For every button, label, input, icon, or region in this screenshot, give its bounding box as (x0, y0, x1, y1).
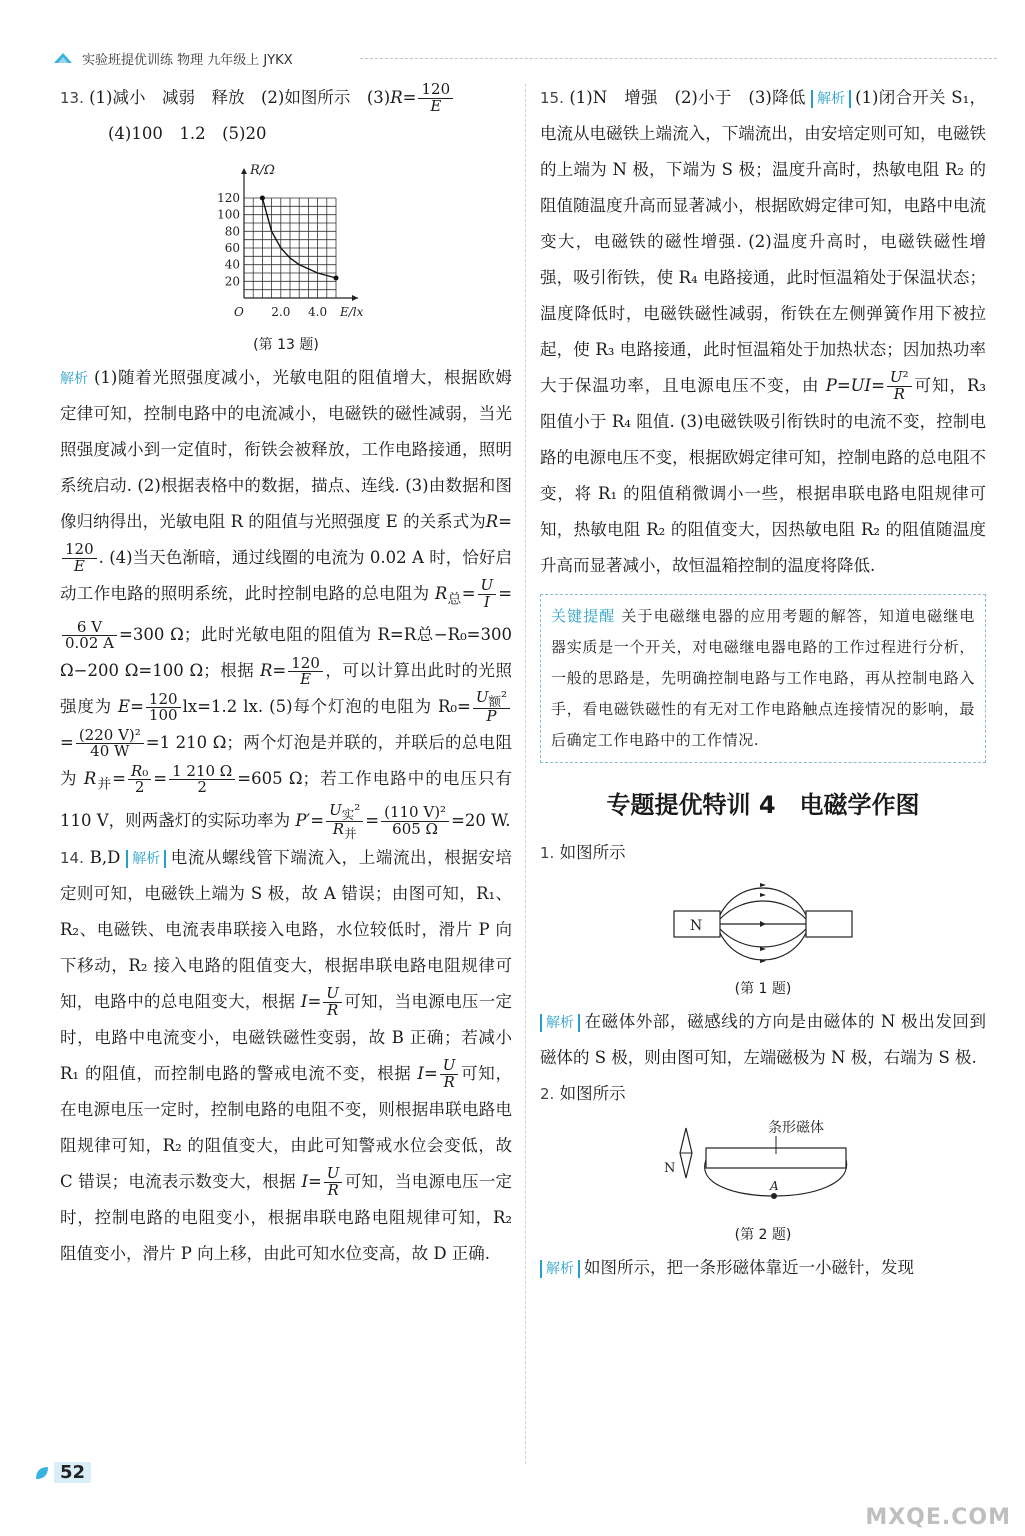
s2-question (540, 1076, 986, 1112)
q15-analysis-tag: 解析 (811, 90, 851, 108)
s2-figure (540, 1118, 986, 1222)
page-number-badge (34, 1462, 91, 1483)
q13-p6-den: 40 W (90, 742, 130, 761)
q14-p3: 可知，在电源电压一定时，控制电路的电阻不变，则根据串联电路电阻规律可知，R₂ 的阻值变大，由此可知警戒水位会变低，故 C 错误；电流表示数变大，根据 (60, 1063, 512, 1191)
q14-block: 14. B,D 解析 电流从螺线管下端流入，上端流出，根据安培定则可知，电磁铁上端为 S 极，故 A 错误；由图可知，R₁、R₂、电磁铁、电流表串联接入电路，水位较低时，滑片 P 向下移动，R₂ 接入电路的阻值变大，根据串联电路电阻规律可知，电路中的总电阻变大，根据 I= $\frac{U}{R}$ 可知，当电源电压一定时，电路中电流变小，电磁铁磁性变弱，故 B 正确；若减小 R₁ 的阻值，而控制电路的警戒电流不变，根据 I= $\frac{U}{R}$ 可知，在电源电压一定时，控制电路的电阻不变，则根据串联电路电阻规律可知，R₂ 的阻值变大，由此可知警戒水位会变低，故 C 错误；电流表示数变大，根据 I= $\frac{U}{R}$ 可知，当电源电压一定时，控制电路的电阻变小，根据串联电路电阻规律可知，R₂ 阻值变小，滑片 P 向上移，由此可知水位变高，故 D 正确. (60, 847, 513, 1263)
origin-label: O (234, 305, 244, 319)
q13-formula-num: 120 (418, 82, 453, 99)
q14-answer: B,D (89, 847, 121, 867)
s2-number: 2. (540, 1085, 555, 1103)
s2-answer: 如图所示 (559, 1084, 626, 1103)
x-tick-label: 4.0 (308, 305, 328, 319)
s1-explanation (540, 1004, 986, 1076)
q13-p8-num: (110 V)² (381, 805, 449, 822)
right-column (540, 80, 986, 1286)
x-axis-arrow (352, 295, 358, 301)
s2-magnet-label: 条形磁体 (768, 1120, 824, 1136)
q13-answer-2: (4)100 1.2 (5)20 (108, 124, 267, 143)
y-tick-label: 40 (224, 257, 240, 272)
q13-p8-den: 605 Ω (392, 819, 438, 838)
left-column (60, 80, 512, 1272)
s1-caption: (第 1 题) (734, 981, 792, 997)
s1-magnet-label: N (690, 918, 703, 934)
q13-answer-1: (1)减小 减弱 释放 (2)如图所示 (3) (89, 88, 391, 107)
s2-point-label: A (770, 1179, 779, 1193)
q13-p5-frac-num: 120 (146, 692, 181, 709)
x-tick-label: 2.0 (271, 305, 291, 319)
q14-analysis-tag: 解析 (126, 850, 166, 868)
s2-caption: (第 2 题) (734, 1227, 792, 1243)
x-axis-label: E/lx (340, 305, 364, 319)
q14-p1: 电流从螺线管下端流入，上端流出，根据安培定则可知，电磁铁上端为 S 极，故 A 错误；由图可知，R₁、R₂、电磁铁、电流表串联接入电路，水位较低时，滑片 P 向下移动，R₂ 接入电路的阻值变大，根据串联电路电阻规律可知，电路中的总电阻变大，根据 (60, 847, 513, 1011)
q13-p3-tail: =300 Ω；此时光敏电阻的阻值为 R=R总−R₀=300 Ω−200 Ω=100 Ω；根据 (60, 625, 512, 681)
y-axis-label: R/Ω (250, 163, 275, 178)
data-point-end (334, 276, 339, 281)
q14-p2: 可知，当电源电压一定时，电路中电流变小，电磁铁磁性变弱，故 B 正确；若减小 R₁ 的阻值，而控制电路的警戒电流不变，根据 (60, 991, 513, 1083)
book-logo-icon (52, 49, 74, 67)
page-header (52, 46, 293, 70)
s1-figure (540, 877, 986, 976)
s1-question (540, 835, 986, 871)
y-tick-label: 60 (224, 241, 240, 255)
s1-text: 在磁体外部，磁感线的方向是由磁体的 N 极出发回到磁体的 S 极，则由图可知，左端磁极为 N 极，右端为 S 极. (540, 1012, 986, 1067)
q13-formula (418, 82, 453, 115)
q13-p7-num: 1 210 Ω (169, 764, 235, 781)
leaf-icon (34, 1465, 50, 1481)
s2-bar-magnet-diagram (648, 1118, 878, 1218)
s1-number: 1. (540, 844, 555, 862)
q13-explanation: 解析 (1)随着光照强度减小，光敏电阻的阻值增大，根据欧姆定律可知，控制电路中的电流减小，电磁铁的磁性减弱，当光照强度减小到一定值时，衔铁会被释放，工作电路接通，照明系统启动. (2)根据表格中的数据，描点、连线. (3)由数据和图像归纳得出，光敏电阻 R 的阻值与光照强度 E 的关系式为R= $\frac{120}{E}$ . (4)当天色渐暗，通过线圈的电流为 0.02 A 时，恰好启动工作电路的照明系统，此时控制电路的总电阻为 $R_总=$ $\frac{U}{I}$ = $\frac{6 V}{0.02 A}$ =300 Ω；此时光敏电阻的阻值为 R=R总−R₀=300 Ω−200 Ω=100 Ω；根据 R= $\frac{120}{E}$ ，可以计算出此时的光照强度为 E= $\frac{120}{100}$ lx=1.2 lx. (5)每个灯泡的电阻为 R₀= $\frac{U_额^2}{P}$ = $\frac{\text{(220 V)²}}{40 W}$ =1 210 Ω；两个灯泡是并联的，并联后的总电阻为 $R_并=$ $\frac{\text{R₀}}{2}$ = $\frac{1 210 \Omega}{2}$ =605 Ω；若工作电路中的电压只有 110 V，则两盏灯的实际功率为 P′= $\frac{U_实^2}{R_并}$ = $\frac{\text{(110 V)²}}{605 \Omega}$ =20 W. (60, 368, 513, 841)
q14-p4: 可知，当电源电压一定时，控制电路的电阻变小，根据串联电路电阻规律可知，R₂ 阻值变小，滑片 P 向上移，由此可知水位变高，故 D 正确. (60, 1171, 512, 1263)
y-tick-label: 20 (224, 274, 240, 289)
q13-p8-tail: =20 W. (451, 810, 511, 830)
y-tick-label: 100 (217, 207, 240, 222)
q13-formula-den: E (430, 97, 442, 115)
q15-answer: (1)N 增强 (2)小于 (3)降低 (569, 88, 806, 107)
q13-p7-den: 2 (197, 778, 207, 797)
q13-p1-num: 120 (62, 542, 97, 559)
q13-p4: ，可以计算出此时的光照强度为 (60, 661, 513, 717)
q13-p7-tail: =605 Ω；若工作电路中的电压只有 110 V，则两盏灯的实际功率为 (60, 769, 512, 830)
q13-p6-tail: =1 210 Ω；两个灯泡是并联的，并联后的总电阻为 (60, 733, 512, 789)
q13-p2: . (4)当天色渐暗，通过线圈的电流为 0.02 A 时，恰好启动工作电路的照明系统，此时控制电路的总电阻为 (60, 548, 512, 603)
s1-answer: 如图所示 (559, 843, 626, 862)
q13-p1: (1)随着光照强度减小，光敏电阻的阻值增大，根据欧姆定律可知，控制电路中的电流减小，电磁铁的磁性减弱，当光照强度减小到一定值时，衔铁会被释放，工作电路接通，照明系统启动. (2)根据表格中的数据，描点、连线. (3)由数据和图像归纳得出，光敏电阻 R 的阻值与光照强度 E 的关系式为 (60, 368, 512, 531)
q13-p3-den: 0.02 A (65, 634, 114, 653)
header-title: 实验班提优训练 物理 九年级上 JYKX (82, 52, 293, 68)
q15-p1: (1)闭合开关 S₁，电流从电磁铁上端流入，下端流出，由安培定则可知，电磁铁的上端为 N 极，下端为 S 极；温度升高时，热敏电阻 R₂ 的阻值随温度升高而显著减小，根据欧姆定律可知，电路中电流变大，电磁铁的磁性增强. (2)温度升高时，电磁铁磁性增强，吸引衔铁，使 R₄ 电路接通，此时恒温箱处于保温状态；温度降低时，电磁铁磁性减弱，衔铁在左侧弹簧作用下被拉起，使 R₃ 电路接通，此时恒温箱处于加热状态；因加热功率大于保温功率，且电源电压不变，由 (540, 88, 986, 395)
s1-magnetic-field-diagram (668, 877, 858, 972)
q13-p4-frac-num: 120 (288, 656, 323, 673)
q13-p3-num: 6 V (62, 620, 117, 637)
y-axis-arrow (241, 168, 247, 174)
q13-p4-frac-den: E (300, 670, 312, 689)
page-number: 52 (54, 1462, 91, 1483)
q13-figure (60, 158, 512, 332)
q15-p2: 可知，R₃ 阻值小于 R₄ 阻值. (3)电磁铁吸引衔铁时的电流不变，控制电路的电源电压不变，根据欧姆定律可知，控制电路的总电阻不变，将 R₁ 的阻值稍微调小一些，根据串联电路电阻规律可知，热敏电阻 R₂ 的阻值变大，因热敏电阻 R₂ 的阻值随温度升高而显著减小，故恒温箱控制的温度将降低. (540, 376, 987, 575)
q13-p6-num: (220 V)² (76, 728, 144, 745)
key-tip-box (540, 594, 986, 763)
q13-analysis-tag: 解析 (60, 371, 88, 387)
s1-right-magnet (806, 911, 852, 937)
key-tip-text: 关于电磁继电器的应用考题的解答，知道电磁继电器实质是一个开关，对电磁继电器电路的工作过程进行分析，一般的思路是，先明确控制电路与工作电路，再从控制电路入手，看电磁铁磁性的有无对工作电路触点连接情况的影响，最后确定工作电路中的工作情况. (551, 607, 976, 749)
q13-formula-lhs: R= (390, 88, 417, 107)
s2-explanation (540, 1250, 986, 1286)
q13-chart (206, 158, 366, 328)
section-title: 专题提优特训 4 电磁学作图 (606, 791, 920, 819)
q13-answer-line (60, 80, 512, 116)
key-tip-tag: 关键提醒 (551, 607, 616, 625)
s2-text: 如图所示，把一条形磁体靠近一小磁针，发现 (584, 1258, 914, 1277)
q13-number: 13. (60, 89, 84, 107)
header-rule (360, 58, 997, 59)
y-tick-label: 80 (224, 224, 240, 239)
s1-analysis-tag: 解析 (540, 1014, 580, 1032)
q13-p5: lx=1.2 lx. (5)每个灯泡的电阻为 R₀= (182, 697, 471, 717)
y-tick-label: 120 (217, 191, 240, 205)
s2-point-a (771, 1193, 777, 1199)
q13-p1-den: E (73, 557, 85, 575)
s2-analysis-tag: 解析 (540, 1260, 580, 1278)
watermark: MXQE.COM (865, 1505, 1011, 1530)
s2-needle-label: N (664, 1161, 676, 1176)
column-divider (525, 84, 526, 1464)
q15-number: 15. (540, 89, 564, 107)
data-point-start (260, 196, 265, 201)
q13-caption: (第 13 题) (253, 337, 319, 353)
q15-block: 15. (1)N 增强 (2)小于 (3)降低 解析 (1)闭合开关 S₁，电流从电磁铁上端流入，下端流出，由安培定则可知，电磁铁的上端为 N 极，下端为 S 极；温度升高时，热敏电阻 R₂ 的阻值随温度升高而显著减小，根据欧姆定律可知，电路中电流变大，电磁铁的磁性增强. (2)温度升高时，电磁铁磁性增强，吸引衔铁，使 R₄ 电路接通，此时恒温箱处于保温状态；温度降低时，电磁铁磁性减弱，衔铁在左侧弹簧作用下被拉起，使 R₃ 电路接通，此时恒温箱处于加热状态；因加热功率大于保温功率，且电源电压不变，由 P=UI= $\frac{\text{U²}}{R}$ 可知，R₃ 阻值小于 R₄ 阻值. (3)电磁铁吸引衔铁时的电流不变，控制电路的电源电压不变，根据欧姆定律可知，控制电路的总电阻不变，将 R₁ 的阻值稍微调小一些，根据串联电路电阻规律可知，热敏电阻 R₂ 的阻值变大，因热敏电阻 R₂ 的阻值随温度升高而显著减小，故恒温箱控制的温度将降低. (540, 88, 987, 575)
q14-number: 14. (60, 848, 84, 867)
